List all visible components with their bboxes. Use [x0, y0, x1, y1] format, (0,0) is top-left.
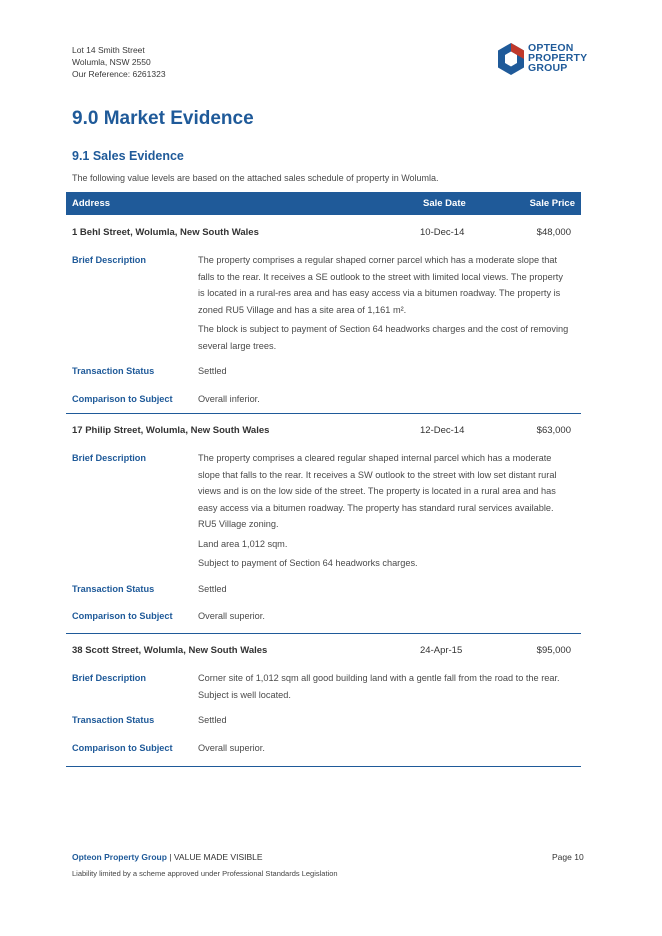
sale-entry	[66, 416, 581, 625]
description-paragraph: The block is subject to payment of Section 64 headworks charges and the cost of removing several large trees.	[198, 324, 569, 351]
transaction-status-value: Settled	[198, 583, 227, 594]
sale-price: $48,000	[536, 227, 571, 238]
logo-wordmark	[528, 43, 587, 73]
opteon-hexagon-icon	[497, 42, 525, 76]
sale-entry	[66, 218, 581, 407]
comparison-row	[66, 391, 581, 408]
comparison-value: Overall superior.	[198, 742, 265, 753]
header-reference: Our Reference: 6261323	[72, 69, 166, 79]
section-divider	[66, 413, 581, 414]
description-paragraph: Corner site of 1,012 sqm all good building land with a gentle fall from the road to the rear. Subject is well located.	[198, 673, 560, 700]
comparison-value: Overall superior.	[198, 611, 265, 621]
section-divider	[66, 633, 581, 634]
sale-date: 12-Dec-14	[420, 425, 465, 436]
brief-description-row	[66, 252, 581, 354]
logo-line3: GROUP	[528, 62, 568, 74]
logo-line2: PROPERTY	[528, 52, 588, 64]
sale-price: $63,000	[536, 425, 571, 436]
description-paragraph: Subject to payment of Section 64 headworks charges.	[198, 558, 418, 568]
footer-company: Opteon Property Group	[72, 852, 167, 862]
subsection-heading: 9.1 Sales Evidence	[72, 149, 184, 163]
header-address-line2: Wolumla, NSW 2550	[72, 57, 151, 67]
sale-price: $95,000	[536, 645, 571, 656]
brief-description-row	[66, 450, 581, 572]
transaction-status-label: Transaction Status	[72, 366, 155, 376]
sale-address: 17 Philip Street, Wolumla, New South Wales	[72, 425, 270, 436]
section-heading: 9.0 Market Evidence	[72, 108, 254, 129]
comparison-row	[66, 608, 581, 625]
header-address-line1: Lot 14 Smith Street	[72, 45, 145, 55]
comparison-value: Overall inferior.	[198, 393, 260, 404]
sale-date: 10-Dec-14	[420, 227, 465, 238]
brief-description-label: Brief Description	[72, 255, 147, 265]
brief-description-row	[66, 670, 581, 703]
transaction-status-row	[66, 581, 581, 598]
footer-liability: Liability limited by a scheme approved under Professional Standards Legislation	[72, 869, 338, 878]
col-address: Address	[72, 198, 111, 209]
sale-header-row	[66, 416, 581, 444]
transaction-status-row	[66, 363, 581, 380]
col-sale-price: Sale Price	[529, 198, 575, 209]
opteon-logo	[497, 40, 593, 80]
brief-description-label: Brief Description	[72, 453, 147, 463]
comparison-label: Comparison to Subject	[72, 611, 173, 621]
description-paragraph: The property comprises a cleared regular shaped internal parcel which has a moderate slope that falls to the rear. It receives a SW outlook to the street with low set distant rural views and is on the low side of the street. The property is located in a rural area and has easy access via a bitumen roadway. The property has standard rural services available. RU5 Village zoning.	[198, 453, 557, 529]
page-number: Page 10	[552, 852, 584, 862]
transaction-status-label: Transaction Status	[72, 715, 155, 725]
footer-divider: |	[169, 852, 172, 862]
comparison-label: Comparison to Subject	[72, 742, 173, 753]
table-header	[66, 192, 581, 215]
brief-description-label: Brief Description	[72, 673, 147, 683]
transaction-status-value: Settled	[198, 366, 227, 376]
footer-company-line	[72, 852, 263, 862]
sale-header-row	[66, 636, 581, 664]
sale-address: 38 Scott Street, Wolumla, New South Wales	[72, 645, 268, 656]
transaction-status-row	[66, 712, 581, 729]
comparison-row	[66, 740, 581, 757]
sale-date: 24-Apr-15	[420, 645, 463, 656]
sale-header-row	[66, 218, 581, 246]
sale-address: 1 Behl Street, Wolumla, New South Wales	[72, 227, 259, 238]
sale-entry	[66, 636, 581, 756]
header-address-block	[72, 44, 166, 80]
footer-tagline: VALUE MADE VISIBLE	[173, 852, 263, 862]
col-sale-date: Sale Date	[423, 198, 466, 209]
description-paragraph: The property comprises a regular shaped corner parcel which has a moderate slope that falls to the rear. It receives a SE outlook to the street with limited local views. The property is located in a rural-res area and has easy access via a bitumen roadway. The property is zoned RU5 Village and has a site area of 1,161 m².	[198, 255, 563, 315]
description-paragraph: Land area 1,012 sqm.	[198, 538, 288, 549]
transaction-status-label: Transaction Status	[72, 583, 155, 594]
logo-line1: OPTEON	[528, 42, 574, 54]
section-divider	[66, 766, 581, 767]
comparison-label: Comparison to Subject	[72, 393, 173, 404]
intro-text: The following value levels are based on the attached sales schedule of property in Wolumla.	[72, 173, 439, 183]
transaction-status-value: Settled	[198, 715, 227, 725]
